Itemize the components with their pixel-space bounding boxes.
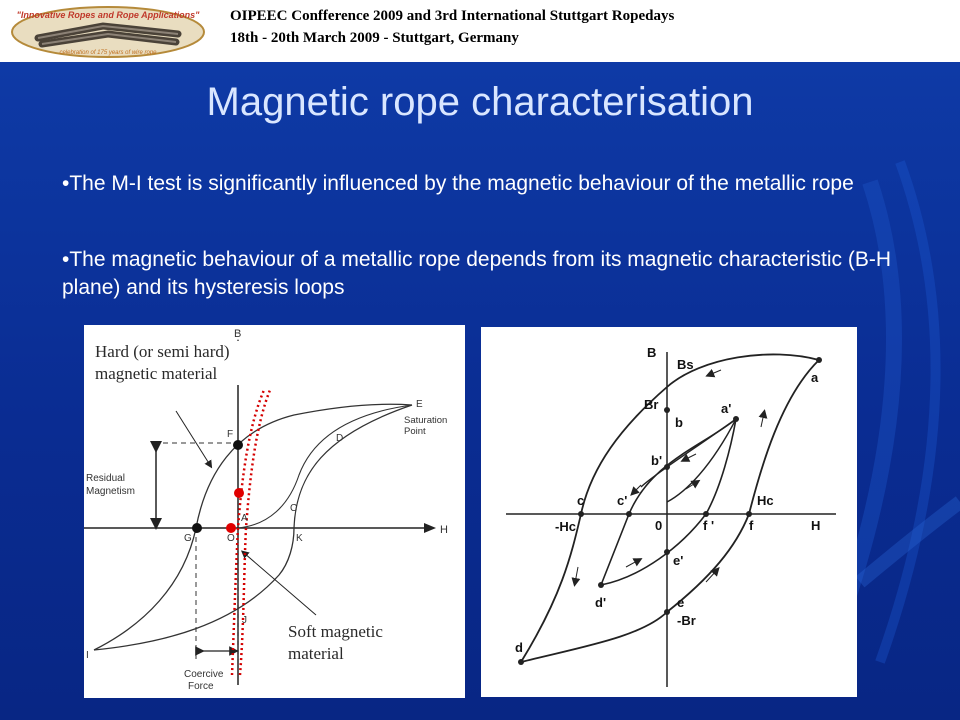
arrow-8 — [684, 454, 696, 460]
point-f-dot — [746, 511, 752, 517]
point-j-label: J — [242, 615, 247, 626]
soft-material-loop-return — [240, 390, 270, 675]
point-e-label: e — [677, 595, 685, 610]
point-d-dot — [518, 659, 524, 665]
saturation-label-2: Point — [404, 426, 426, 437]
conference-header — [0, 0, 960, 62]
point-c-label: c — [577, 493, 585, 508]
major-loop-upper — [521, 354, 819, 662]
h-axis-label: H — [811, 518, 821, 533]
hysteresis-upper-branch — [94, 404, 412, 650]
residual-point-dot — [233, 440, 243, 450]
point-b-dot — [664, 407, 670, 413]
arrow-3 — [761, 413, 764, 427]
soft-material-loop — [232, 390, 264, 675]
arrow-1 — [709, 370, 721, 375]
point-b-prime-dot — [664, 464, 670, 470]
h-axis-arrow-icon — [424, 523, 436, 533]
point-a-dot — [816, 357, 822, 363]
hard-material-note: Hard (or semi hard) magnetic material — [95, 341, 245, 385]
neg-br-label: -Br — [677, 613, 696, 628]
b-axis-label: B — [234, 328, 242, 340]
soft-material-note: Soft magnetic material — [288, 622, 383, 663]
soft-residual-dot — [234, 488, 244, 498]
initial-magnetisation-curve — [238, 405, 412, 528]
point-c-prime-label: c' — [617, 493, 628, 508]
logo-text-line2: celebration of 175 years of wire rope — [59, 50, 157, 56]
h-axis-label: H — [440, 524, 448, 536]
bullet-point-2: •The magnetic behaviour of a metallic rope depends from its magnetic characteristic (B-H plane) and its hysteresis loops — [62, 248, 892, 299]
point-e-prime-dot — [664, 549, 670, 555]
coercive-point-dot — [192, 523, 202, 533]
point-d-prime-label: d' — [595, 595, 607, 610]
point-f-label: f — [749, 518, 754, 533]
point-e-prime-label: e' — [673, 553, 684, 568]
br-label: Br — [644, 397, 659, 412]
point-f-prime-label: f ' — [703, 518, 715, 533]
arrow-6 — [626, 560, 639, 567]
hc-label: Hc — [757, 493, 774, 508]
residual-magnetism-label-2: Magnetism — [86, 486, 135, 497]
point-c-label: C — [290, 503, 298, 514]
arrow-2 — [575, 567, 578, 583]
point-a-label: a — [811, 370, 819, 385]
point-b-label: b — [675, 415, 683, 430]
conference-name: OIPEEC Confference 2009 and 3rd International Stuttgart Ropedays — [230, 8, 675, 24]
point-b-prime-label: b' — [651, 453, 663, 468]
hard-material-pointer — [176, 411, 210, 465]
soft-coercive-dot — [226, 523, 236, 533]
point-a-prime-dot — [733, 416, 739, 422]
bs-label: Bs — [677, 357, 694, 372]
saturation-label-1: Saturation — [404, 415, 448, 426]
point-a-label: A — [241, 513, 248, 524]
major-loop-lower — [521, 360, 819, 662]
point-f-prime-dot — [703, 511, 709, 517]
point-f-label: F — [227, 429, 234, 440]
slide-title: Magnetic rope characterisation — [206, 80, 754, 124]
point-e-dot — [664, 609, 670, 615]
point-d-prime-dot — [598, 582, 604, 588]
point-i-label: I — [86, 650, 89, 661]
coercive-force-label-2: Force — [188, 681, 214, 692]
b-axis-label: B — [647, 345, 657, 360]
bullet-point-1: •The M-I test is significantly influenced by the magnetic behaviour of the metallic rope — [62, 172, 854, 195]
point-a-prime-label: a' — [721, 401, 732, 416]
coercive-force-label-1: Coercive — [184, 669, 224, 680]
arrow-5 — [633, 485, 641, 493]
point-c-dot — [578, 511, 584, 517]
hysteresis-minor-loop-diagram — [481, 327, 857, 697]
point-o-label: O — [227, 533, 235, 544]
origin-label: 0 — [655, 518, 663, 533]
point-g-label: G — [184, 533, 192, 544]
soft-material-pointer — [244, 553, 316, 615]
conference-logo — [8, 4, 208, 60]
point-d-label: D — [336, 433, 344, 444]
neg-hc-label: -Hc — [555, 519, 576, 534]
point-k-label: K — [296, 533, 303, 544]
conference-dates: 18th - 20th March 2009 - Stuttgart, Germany — [230, 30, 519, 46]
point-d-label: d — [515, 640, 523, 655]
logo-text-line1: "Innovative Ropes and Rope Applications" — [16, 10, 200, 20]
residual-magnetism-label-1: Residual — [86, 473, 125, 484]
point-e-label: E — [416, 399, 423, 410]
point-c-prime-dot — [626, 511, 632, 517]
